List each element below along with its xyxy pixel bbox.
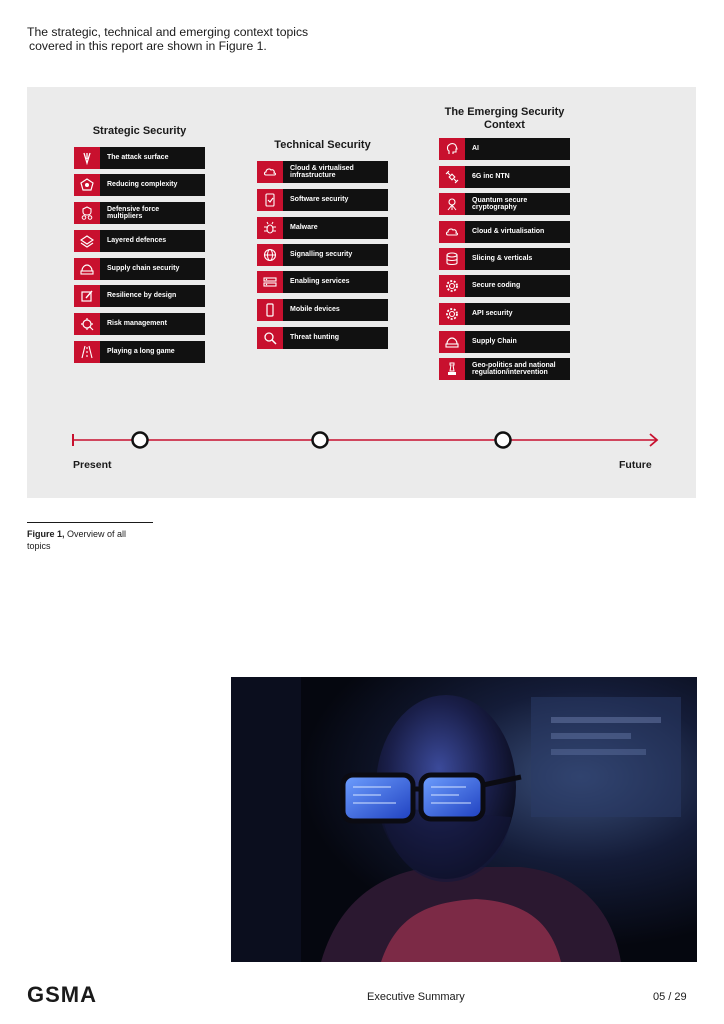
emerging-item-ai — [439, 138, 570, 160]
gear-icon — [439, 303, 465, 325]
item-label-line-1: Quantum secure — [472, 196, 528, 204]
gear-icon — [439, 275, 465, 297]
item-label-line-2: cryptography — [472, 204, 517, 211]
globe-icon — [257, 244, 283, 266]
item-label: AI — [472, 145, 479, 153]
technical-security-title: Technical Security — [274, 139, 371, 151]
item-label: The attack surface — [107, 154, 169, 162]
strategic-item-layered-defences — [74, 230, 205, 252]
technical-item-threat-hunting — [257, 327, 388, 349]
caption-text-line-2: topics — [27, 540, 51, 551]
technical-item-software-security — [257, 189, 388, 211]
timeline-marker-2 — [313, 433, 328, 448]
item-label: Supply chain security — [107, 265, 180, 273]
item-label: API security — [472, 310, 513, 318]
database-icon — [439, 248, 465, 270]
supply-chain-icon — [74, 258, 100, 280]
item-label: Mobile devices — [290, 306, 340, 314]
supply-chain-icon — [439, 331, 465, 353]
emerging-item-slicing — [439, 248, 570, 270]
item-label: Risk management — [107, 320, 167, 328]
emerging-item-quantum — [439, 193, 570, 215]
strategic-item-resilience-by-design — [74, 285, 205, 307]
caption-text: Overview of all — [64, 529, 127, 539]
strategic-item-risk-management — [74, 313, 205, 335]
svg-text:GSMA: GSMA — [27, 985, 97, 1005]
item-label: Enabling services — [290, 278, 350, 286]
timeline-marker-3 — [496, 433, 511, 448]
emerging-title-line-2: Context — [484, 119, 525, 131]
item-label-line-1: Cloud & virtualised — [290, 164, 354, 172]
photo-person-with-glasses — [231, 677, 697, 962]
timeline-present-label: Present — [73, 459, 112, 471]
layers-icon — [74, 230, 100, 252]
strategic-item-long-game — [74, 341, 205, 363]
figure-caption — [27, 529, 157, 552]
photo-illustration — [231, 677, 697, 962]
quantum-icon — [439, 193, 465, 215]
item-label: Playing a long game — [107, 348, 175, 356]
technical-item-mobile-devices — [257, 299, 388, 321]
mobile-icon — [257, 299, 283, 321]
intro-line-1: The strategic, technical and emerging context topics — [27, 25, 309, 39]
item-label: Malware — [290, 224, 318, 232]
strategic-item-supply-chain — [74, 258, 205, 280]
emerging-item-secure-coding — [439, 275, 570, 297]
search-icon — [257, 327, 283, 349]
item-label-line-1: Geo-politics and national — [472, 361, 556, 369]
item-label: Secure coding — [472, 282, 521, 290]
item-label-line-2: multipliers — [107, 213, 143, 220]
item-label: 6G inc NTN — [472, 173, 510, 181]
caption-divider — [27, 522, 153, 523]
emerging-security-title — [433, 106, 576, 132]
emerging-item-geo-politics — [439, 358, 570, 380]
defensive-force-icon — [74, 202, 100, 224]
item-label — [465, 197, 527, 212]
technical-item-signalling-security — [257, 244, 388, 266]
cloud-icon — [439, 221, 465, 243]
item-label-line-2: infrastructure — [290, 172, 336, 179]
emerging-title-line-1: The Emerging Security — [444, 106, 565, 118]
timeline-future-label: Future — [619, 459, 652, 471]
item-label: Software security — [290, 196, 349, 204]
item-label: Threat hunting — [290, 334, 339, 342]
bug-icon — [257, 217, 283, 239]
strategic-item-defensive-force — [74, 202, 205, 224]
intro-line-2: covered in this report are shown in Figure 1. — [29, 39, 267, 53]
satellite-icon — [439, 166, 465, 188]
emerging-item-api-security — [439, 303, 570, 325]
road-icon — [74, 341, 100, 363]
risk-icon — [74, 313, 100, 335]
cloud-icon — [257, 161, 283, 183]
item-label: Cloud & virtualisation — [472, 228, 545, 236]
item-label: Signalling security — [290, 251, 353, 259]
item-label — [283, 165, 354, 180]
intro-text — [27, 25, 357, 53]
footer-section-title: Executive Summary — [367, 991, 465, 1003]
ai-icon — [439, 138, 465, 160]
strategic-security-title: Strategic Security — [92, 125, 187, 137]
services-icon — [257, 271, 283, 293]
item-label: Resilience by design — [107, 292, 177, 300]
item-label-line-1: Defensive force — [107, 205, 160, 213]
item-label: Reducing complexity — [107, 181, 178, 189]
complexity-icon — [74, 174, 100, 196]
item-label: Slicing & verticals — [472, 255, 533, 263]
gsma-logo-mark — [27, 985, 139, 1005]
emerging-item-supply-chain — [439, 331, 570, 353]
item-label — [465, 362, 556, 377]
emerging-item-cloud-virtualisation — [439, 221, 570, 243]
design-icon — [74, 285, 100, 307]
footer-page-number: 05 / 29 — [653, 991, 687, 1003]
timeline-marker-1 — [133, 433, 148, 448]
attack-surface-icon — [74, 147, 100, 169]
technical-item-cloud-infrastructure — [257, 161, 388, 183]
caption-figure-number: Figure 1, — [27, 529, 65, 539]
technical-item-enabling-services — [257, 271, 388, 293]
timeline-graphic — [72, 425, 662, 455]
gsma-logo — [27, 985, 139, 1010]
item-label — [100, 206, 159, 221]
item-label-line-2: regulation/intervention — [472, 369, 548, 376]
technical-item-malware — [257, 217, 388, 239]
strategic-item-attack-surface — [74, 147, 205, 169]
software-icon — [257, 189, 283, 211]
item-label: Layered defences — [107, 237, 167, 245]
strategic-item-reducing-complexity — [74, 174, 205, 196]
chess-icon — [439, 358, 465, 380]
timeline — [72, 425, 662, 455]
emerging-item-6g — [439, 166, 570, 188]
item-label: Supply Chain — [472, 338, 517, 346]
